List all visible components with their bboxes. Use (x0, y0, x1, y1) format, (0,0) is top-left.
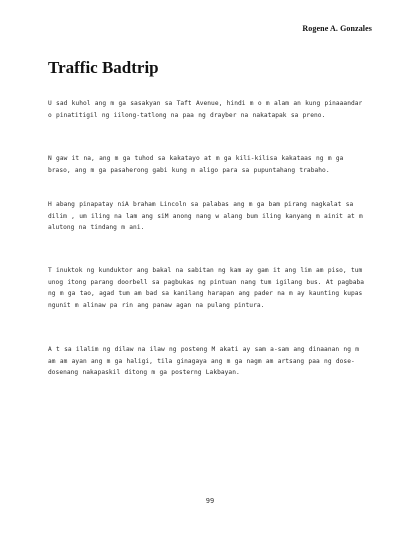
paragraph-2: N gaw it na, ang m ga tuhod sa kakatayo at m ga kili-kilisa kakataas ng m ga braso, ang m ga pasaherong gabi kung m aligo para sa pupuntahang trabaho. (48, 155, 344, 174)
paragraph-3: H abang pinapatay niA braham Lincoln sa palabas ang m ga bam pirang nagkalat sa dilim , um iling na lam ang siM anong nang w alang bum iling kanyang m ainit at m alutong na tindang m ani. (48, 201, 363, 231)
paragraph-4: T inuktok ng kunduktor ang bakal na sabitan ng kam ay gam it ang lim am piso, tum unog itong parang doorbell sa pagbukas ng pintuan nang tum igilang bus. At pagbaba ng m ga tao, agad tum am bad sa kanilang harapan ang pader na m ay kaunting kupas ngunit m alinaw pa rin ang panaw agan na pulang pintura. (48, 267, 365, 309)
running-head-author: Rogene A. Gonzales (302, 24, 372, 33)
page-number: 99 (205, 497, 215, 505)
page-title: Traffic Badtrip (48, 58, 159, 77)
paragraph-1: U sad kuhol ang m ga sasakyan sa Taft Avenue, hindi m o m alam an kung pinaaandar o pinatitigil ng iilong-tatlong na paa ng drayber na nakatapak sa preno. (48, 100, 363, 119)
paragraph-5: A t sa ilalim ng dilaw na ilaw ng posteng M akati ay sam a-sam ang dinaanan ng m am am ayan ang m ga haligi, tila ginagaya ang m ga nagm am artsang paa ng dose-dosenang nakapaskil ditong m ga posterng Lakbayan. (48, 346, 360, 376)
